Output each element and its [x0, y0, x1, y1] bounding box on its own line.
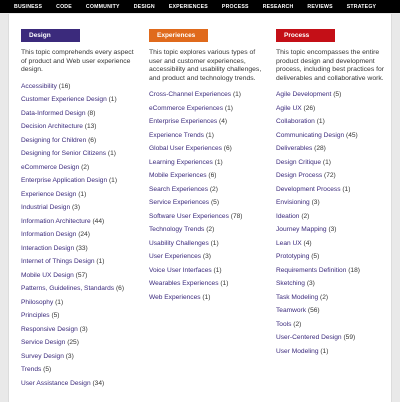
topic-link[interactable]: Principles	[21, 312, 50, 320]
experiences-column	[149, 24, 271, 307]
topic-count: (18)	[348, 266, 360, 274]
topic-item	[149, 253, 271, 261]
topic-item	[149, 145, 271, 153]
topic-count: (6)	[223, 145, 232, 153]
nav-item-strategy[interactable]: STRATEGY	[346, 3, 377, 10]
topic-item	[276, 267, 398, 275]
topic-link[interactable]: Journey Mapping	[276, 226, 327, 234]
topic-count: (34)	[92, 379, 105, 387]
topic-link[interactable]: Responsive Design	[21, 325, 78, 333]
topic-count: (33)	[76, 244, 88, 252]
topic-item	[21, 339, 143, 347]
topic-count: (4)	[219, 118, 228, 126]
topic-item	[149, 240, 271, 248]
topic-item	[21, 177, 143, 185]
topic-count: (1)	[220, 280, 229, 288]
topic-count: (2)	[301, 212, 310, 220]
topic-link[interactable]: Mobile UX Design	[21, 271, 74, 279]
topic-link[interactable]: Survey Design	[21, 352, 64, 360]
topic-item	[149, 267, 271, 275]
topic-item	[276, 172, 398, 180]
topic-count: (1)	[232, 91, 241, 99]
topic-link[interactable]: Software User Experiences	[149, 212, 229, 220]
topic-item	[149, 213, 271, 221]
topic-item	[149, 186, 271, 194]
topic-link[interactable]: Experience Design	[21, 190, 77, 198]
topic-count: (3)	[202, 253, 211, 261]
topic-link[interactable]: Agile Development	[276, 91, 332, 99]
topic-item	[276, 280, 398, 288]
topic-item	[21, 366, 143, 374]
topic-count: (1)	[205, 131, 214, 139]
topic-item	[149, 226, 271, 234]
topic-link[interactable]: Enterprise Application Design	[21, 177, 108, 185]
nav-item-community[interactable]: COMMUNITY	[85, 3, 120, 10]
topic-item	[149, 172, 271, 180]
topic-count: (78)	[230, 212, 243, 220]
topic-link[interactable]: Experience Trends	[149, 131, 204, 139]
topic-link[interactable]: Philosophy	[21, 298, 54, 306]
topic-count: (5)	[210, 199, 220, 207]
topic-item	[149, 199, 271, 207]
topic-count: (3)	[328, 226, 337, 234]
nav-item-code[interactable]: CODE	[56, 3, 72, 10]
nav-item-reviews[interactable]: REVIEWS	[307, 3, 333, 10]
topic-count: (5)	[43, 366, 52, 374]
topic-link[interactable]: User Modeling	[276, 347, 319, 355]
topic-link[interactable]: Global User Experiences	[149, 145, 222, 153]
topic-count: (72)	[324, 172, 336, 180]
topic-link[interactable]: Technology Trends	[149, 226, 205, 234]
topic-link[interactable]: Accessibility	[21, 82, 57, 90]
topic-count: (24)	[78, 231, 90, 239]
topic-count: (5)	[51, 312, 60, 320]
topic-item	[21, 353, 143, 361]
topic-item	[21, 150, 143, 158]
topic-link[interactable]: Search Experiences	[149, 185, 209, 193]
topic-count: (3)	[65, 352, 74, 360]
topic-count: (44)	[92, 217, 105, 225]
topic-item	[21, 83, 143, 91]
topic-count: (1)	[108, 177, 118, 185]
topic-link[interactable]: Requirements Definition	[276, 266, 347, 274]
topic-link[interactable]: Deliverables	[276, 145, 313, 153]
topic-item	[276, 321, 398, 329]
nav-item-research[interactable]: RESEARCH	[262, 3, 294, 10]
topic-link[interactable]: Tools	[276, 320, 292, 328]
topic-link[interactable]: User Experiences	[149, 253, 202, 261]
topic-link[interactable]: Patterns, Guidelines, Standards	[21, 285, 115, 293]
topic-count: (1)	[210, 239, 219, 247]
topic-item	[21, 218, 143, 226]
topic-item	[21, 191, 143, 199]
topic-link[interactable]: Decision Architecture	[21, 123, 83, 131]
topic-count: (56)	[307, 307, 320, 315]
topic-item	[276, 186, 398, 194]
topic-count: (5)	[333, 91, 342, 99]
topic-count: (3)	[311, 199, 320, 207]
topic-item	[21, 110, 143, 118]
process-badge[interactable]: Process	[276, 29, 335, 42]
topic-item	[21, 299, 143, 307]
process-description: This topic encompasses the entire product design and development process, including best practices for deliverables and collaborative work.	[276, 49, 385, 82]
topic-item	[276, 105, 398, 113]
nav-item-design[interactable]: DESIGN	[133, 3, 155, 10]
topic-count: (16)	[58, 82, 71, 90]
topic-link[interactable]: Teamwork	[276, 307, 307, 315]
topic-item	[276, 213, 398, 221]
topic-link[interactable]: Usability Challenges	[149, 239, 209, 247]
topic-item	[149, 118, 271, 126]
topic-count: (6)	[88, 136, 97, 144]
topic-link[interactable]: Designing for Children	[21, 136, 87, 144]
topic-link[interactable]: Design Critique	[276, 158, 322, 166]
topic-item	[21, 380, 143, 388]
topic-link[interactable]: Communicating Design	[276, 131, 345, 139]
topic-item	[21, 285, 143, 293]
design-badge[interactable]: Design	[21, 29, 80, 42]
topic-count: (1)	[213, 266, 222, 274]
topic-link[interactable]: Interaction Design	[21, 244, 75, 252]
topics-panel	[8, 14, 392, 402]
topic-item	[149, 91, 271, 99]
topic-count: (4)	[303, 239, 312, 247]
topic-item	[276, 294, 398, 302]
topic-item	[149, 132, 271, 140]
experiences-topic-list	[149, 91, 271, 302]
topic-count: (6)	[115, 285, 125, 293]
topic-count: (1)	[322, 158, 331, 166]
topic-item	[276, 118, 398, 126]
topic-count: (1)	[96, 258, 105, 266]
topic-count: (13)	[84, 123, 97, 131]
topic-link[interactable]: Ideation	[276, 212, 300, 220]
topic-count: (2)	[206, 226, 215, 234]
topic-item	[276, 226, 398, 234]
topic-item	[149, 280, 271, 288]
topic-count: (1)	[107, 150, 116, 158]
topic-item	[276, 307, 398, 315]
topic-item	[21, 137, 143, 145]
topic-link[interactable]: Envisioning	[276, 199, 310, 207]
topic-count: (2)	[81, 163, 90, 171]
nav-item-experiences[interactable]: EXPERIENCES	[168, 3, 208, 10]
topic-link[interactable]: Wearables Experiences	[149, 280, 219, 288]
topic-item	[276, 334, 398, 342]
topic-link[interactable]: Information Design	[21, 231, 77, 239]
topic-item	[21, 326, 143, 334]
topic-link[interactable]: User Assistance Design	[21, 379, 91, 387]
topic-count: (28)	[314, 145, 326, 153]
topic-item	[21, 272, 143, 280]
topic-item	[276, 145, 398, 153]
experiences-description: This topic explores various types of user and customer experiences, accessibility and usability challenges, and product and technology trends.	[149, 49, 262, 82]
topic-count: (3)	[71, 204, 81, 212]
topic-link[interactable]: Development Process	[276, 185, 341, 193]
topic-link[interactable]: Data-Informed Design	[21, 109, 86, 117]
topic-item	[276, 159, 398, 167]
topic-count: (2)	[320, 293, 329, 301]
topic-count: (57)	[75, 271, 88, 279]
topic-item	[276, 132, 398, 140]
topic-link[interactable]: Prototyping	[276, 253, 310, 261]
topic-link[interactable]: Information Architecture	[21, 217, 91, 225]
topic-item	[276, 91, 398, 99]
topic-count: (25)	[67, 339, 79, 347]
topic-item	[21, 245, 143, 253]
topic-link[interactable]: Cross-Channel Experiences	[149, 91, 232, 99]
topic-item	[276, 199, 398, 207]
topic-item	[276, 253, 398, 261]
topic-link[interactable]: Designing for Senior Citizens	[21, 150, 107, 158]
topic-count: (26)	[303, 104, 316, 112]
topic-count: (3)	[306, 280, 315, 288]
design-column	[21, 24, 143, 393]
topic-count: (1)	[224, 104, 233, 112]
nav-item-process[interactable]: PROCESS	[221, 3, 249, 10]
topic-link[interactable]: Mobile Experiences	[149, 172, 207, 180]
topic-item	[21, 204, 143, 212]
topic-count: (45)	[346, 131, 358, 139]
topic-link[interactable]: eCommerce Design	[21, 163, 80, 171]
topic-link[interactable]: Customer Experience Design	[21, 96, 107, 104]
topic-link[interactable]: Agile UX	[276, 104, 302, 112]
topic-count: (59)	[343, 334, 356, 342]
topic-count: (1)	[342, 185, 351, 193]
topic-link[interactable]: Collaboration	[276, 118, 315, 126]
topic-item	[21, 231, 143, 239]
topic-count: (2)	[209, 185, 218, 193]
topic-item	[149, 294, 271, 302]
topic-link[interactable]: Sketching	[276, 280, 305, 288]
topic-count: (1)	[316, 118, 325, 126]
design-description: This topic comprehends every aspect of product and Web user experience design.	[21, 49, 134, 74]
topic-count: (2)	[293, 320, 302, 328]
topic-count: (1)	[202, 293, 211, 301]
topic-link[interactable]: Lean UX	[276, 239, 302, 247]
process-column	[276, 24, 398, 361]
topic-count: (1)	[108, 96, 117, 104]
nav-item-business[interactable]: BUSINESS	[14, 3, 43, 10]
topic-item	[21, 312, 143, 320]
topic-link[interactable]: Voice User Interfaces	[149, 266, 212, 274]
topic-link[interactable]: Internet of Things Design	[21, 258, 95, 266]
topic-link[interactable]: Service Design	[21, 339, 66, 347]
topic-link[interactable]: Web Experiences	[149, 293, 201, 301]
topic-link[interactable]: Trends	[21, 366, 42, 374]
topic-link[interactable]: Industrial Design	[21, 204, 71, 212]
topic-item	[21, 164, 143, 172]
topic-item	[276, 348, 398, 356]
topic-link[interactable]: Learning Experiences	[149, 158, 213, 166]
topic-link[interactable]: Task Modeling	[276, 293, 319, 301]
topic-item	[21, 258, 143, 266]
topic-link[interactable]: eCommerce Experiences	[149, 104, 224, 112]
topic-count: (1)	[55, 298, 64, 306]
topic-count: (1)	[320, 347, 329, 355]
topic-count: (3)	[79, 325, 88, 333]
topic-item	[21, 96, 143, 104]
topic-link[interactable]: Design Process	[276, 172, 323, 180]
topic-link[interactable]: Enterprise Experiences	[149, 118, 218, 126]
topic-item	[149, 159, 271, 167]
topic-item	[21, 123, 143, 131]
design-topic-list	[21, 83, 143, 388]
process-topic-list	[276, 91, 398, 356]
top-navigation	[0, 0, 400, 13]
topic-item	[276, 240, 398, 248]
experiences-badge[interactable]: Experiences	[149, 29, 208, 42]
topic-item	[149, 105, 271, 113]
topic-link[interactable]: User-Centered Design	[276, 334, 342, 342]
topic-link[interactable]: Service Experiences	[149, 199, 210, 207]
topic-count: (8)	[87, 109, 96, 117]
topic-count: (5)	[311, 253, 320, 261]
topic-count: (1)	[78, 190, 87, 198]
topic-count: (6)	[208, 172, 217, 180]
topic-count: (1)	[214, 158, 223, 166]
